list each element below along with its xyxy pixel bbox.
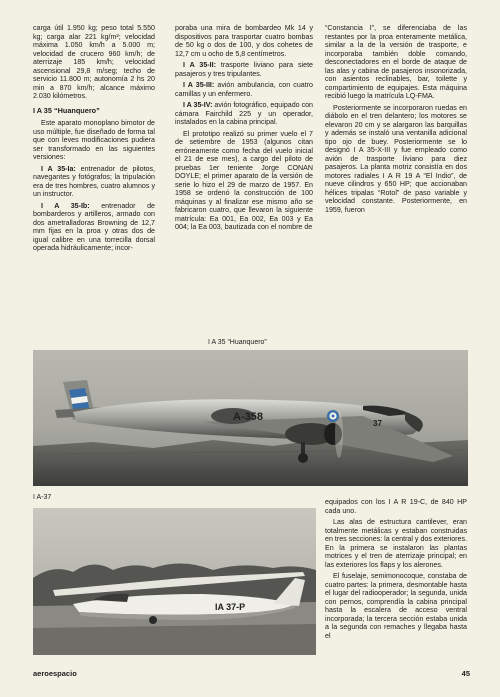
modifications-paragraph: Posteriormente se incorporaron ruedas en diábolo en el tren delantero; los motores se elevaron 20 cm y se alargaron las barquillas y además se instaló una ventanilla adicional tipo ojo de buey. Posteriormente se lo designó I A 35-X-III y fue empleado como avión de trasporte liviano para diez pasajeros. La planta motriz consistía en dos motores radiales I A R 19 A “El Indio”, de nueve cilindros y 650 HP; que accionaban hélices tripalas “Rotol” de paso variable y velocidad constante. Posteriormente, en 1959, fueron (325, 103, 467, 214)
magazine-name: aeroespacio (33, 669, 77, 678)
aircraft-serial-mark: A-358 (233, 411, 263, 423)
text-column-4 (325, 498, 467, 678)
photo-caption-ia37: I A-37 (33, 494, 52, 501)
version-text: entrenador de bombarderos y artilleros, armado con dos ametralladoras Browning de 12,7 mm fijas en la proa y otras dos de igual calibre en una torrecilla dorsal operada hidráulicamente; incor- (33, 201, 155, 252)
photo-caption-huanquero: I A 35 “Huanquero” (208, 339, 267, 346)
version-4 (175, 101, 313, 127)
page-number: 45 (461, 669, 470, 678)
continued-paragraph: equipados con los I A R 19-C, de 840 HP cada uno. (325, 498, 467, 515)
specs-paragraph: carga útil 1.950 kg; peso total 5.550 kg; carga alar 221 kg/m²; velocidad máxima 1.050 km/h a 5.000 m; velocidad de crucero 960 km/h; de aterrizaje 185 km/h; velocidad ascensional 29,8 m/seg; techo de servicio 11.800 m; autonomía 2 hs 20 min a 870 km/h; alcance máximo 2.030 kilómetros. (33, 24, 155, 100)
version-2 (175, 61, 313, 78)
huanquero-aircraft-image (33, 350, 468, 486)
fuselage-paragraph: El fuselaje, semimonocoque, constaba de cuatro partes: la primera, desmontable hasta el lugar del radiooperador; la segunda, unida con pernos, comprendía la cabina principal hasta la escalera de acceso ventral incorporada; la tercera sección estaba unida a la segunda con remaches y llegaba hasta el (325, 572, 467, 640)
version-1b (33, 202, 155, 253)
version-label: I A 35-II: (183, 61, 216, 69)
version-text: trasporte liviano para siete pasajeros y tres tripulantes. (175, 61, 313, 78)
glider-serial-mark: IA 37-P (215, 602, 246, 612)
huanquero-photo (33, 350, 468, 486)
version-1a (33, 165, 155, 199)
text-column-1 (33, 24, 155, 359)
version-3 (175, 81, 313, 98)
continued-paragraph: “Constancia I”, se diferenciaba de las restantes por la proa enteramente metálica, similar a la de la versión de trasporte, e incorporaba también doble comando, desconectadores en el borde de ataque de las alas y cabina de pasajeros insonorizada, con asientos reclinables, bar, toilette y compartimiento de equipajes. Esta máquina recibió luego la matrícula LQ-FMA. (325, 24, 467, 100)
ia37-glider-image (33, 508, 316, 655)
history-paragraph: El prototipo realizó su primer vuelo el 7 de setiembre de 1953 (algunos citan erróneamente como fecha del vuelo inicial el 21 de ese mes), a cargo del piloto de pruebas 1er teniente Jorge CONAN DOYLE; el primer aparato de la versión de serie lo hizo el 29 de marzo de 1957. En 1958 se ordenó la construcción de 100 máquinas y al finalizar ese mismo año se fabricaron cuatro, que llevaron la siguiente matrícula: Ea 001, Ea 002, Ea 003 y Ea 004; la Ea 003, bautizada con el nombre de (175, 129, 313, 231)
wings-paragraph: Las alas de estructura cantilever, eran totalmente metálicas y estaban construidas en tres secciones: la central y dos exteriores. En la primera se instalaron las plantas motrices y el tren de aterrizaje principal; en las exteriores los flaps y los alerones. (325, 518, 467, 569)
version-label: I A 35-IV: (183, 101, 213, 109)
ia37-photo (33, 508, 316, 655)
text-column-3 (325, 24, 467, 359)
version-text: avión ambulancia, con cuatro camillas y un enfermero. (175, 81, 313, 98)
text-column-2 (175, 24, 313, 359)
version-label: I A 35-III: (183, 81, 215, 89)
version-text: avión fotográfico, equipado con cámara Fairchild 225 y un operador, instalados en la cabina principal. (175, 101, 313, 126)
section-heading: I A 35 “Huanquero” (33, 105, 100, 115)
intro-paragraph: Este aparato monoplano bimotor de uso múltiple, fue diseñado de forma tal que con leves modificaciones pudiera ser transformado en las siguientes versiones: (33, 119, 155, 161)
version-text: entrenador de pilotos, navegantes y fotógrafos; la tripulación era de tres hombres, cuatro alumnos y un instructor. (33, 164, 155, 198)
version-label: I A 35-Ia: (41, 164, 76, 173)
version-label: I A 35-Ib: (41, 201, 90, 210)
continued-paragraph: poraba una mira de bombardeo Mk 14 y dispositivos para trasportar cuatro bombas de 50 kg o dos de 100, y dos cohetes de 12,7 cm u ocho de 5,8 centímetros. (175, 24, 313, 58)
nose-code-mark: 37 (373, 419, 382, 428)
